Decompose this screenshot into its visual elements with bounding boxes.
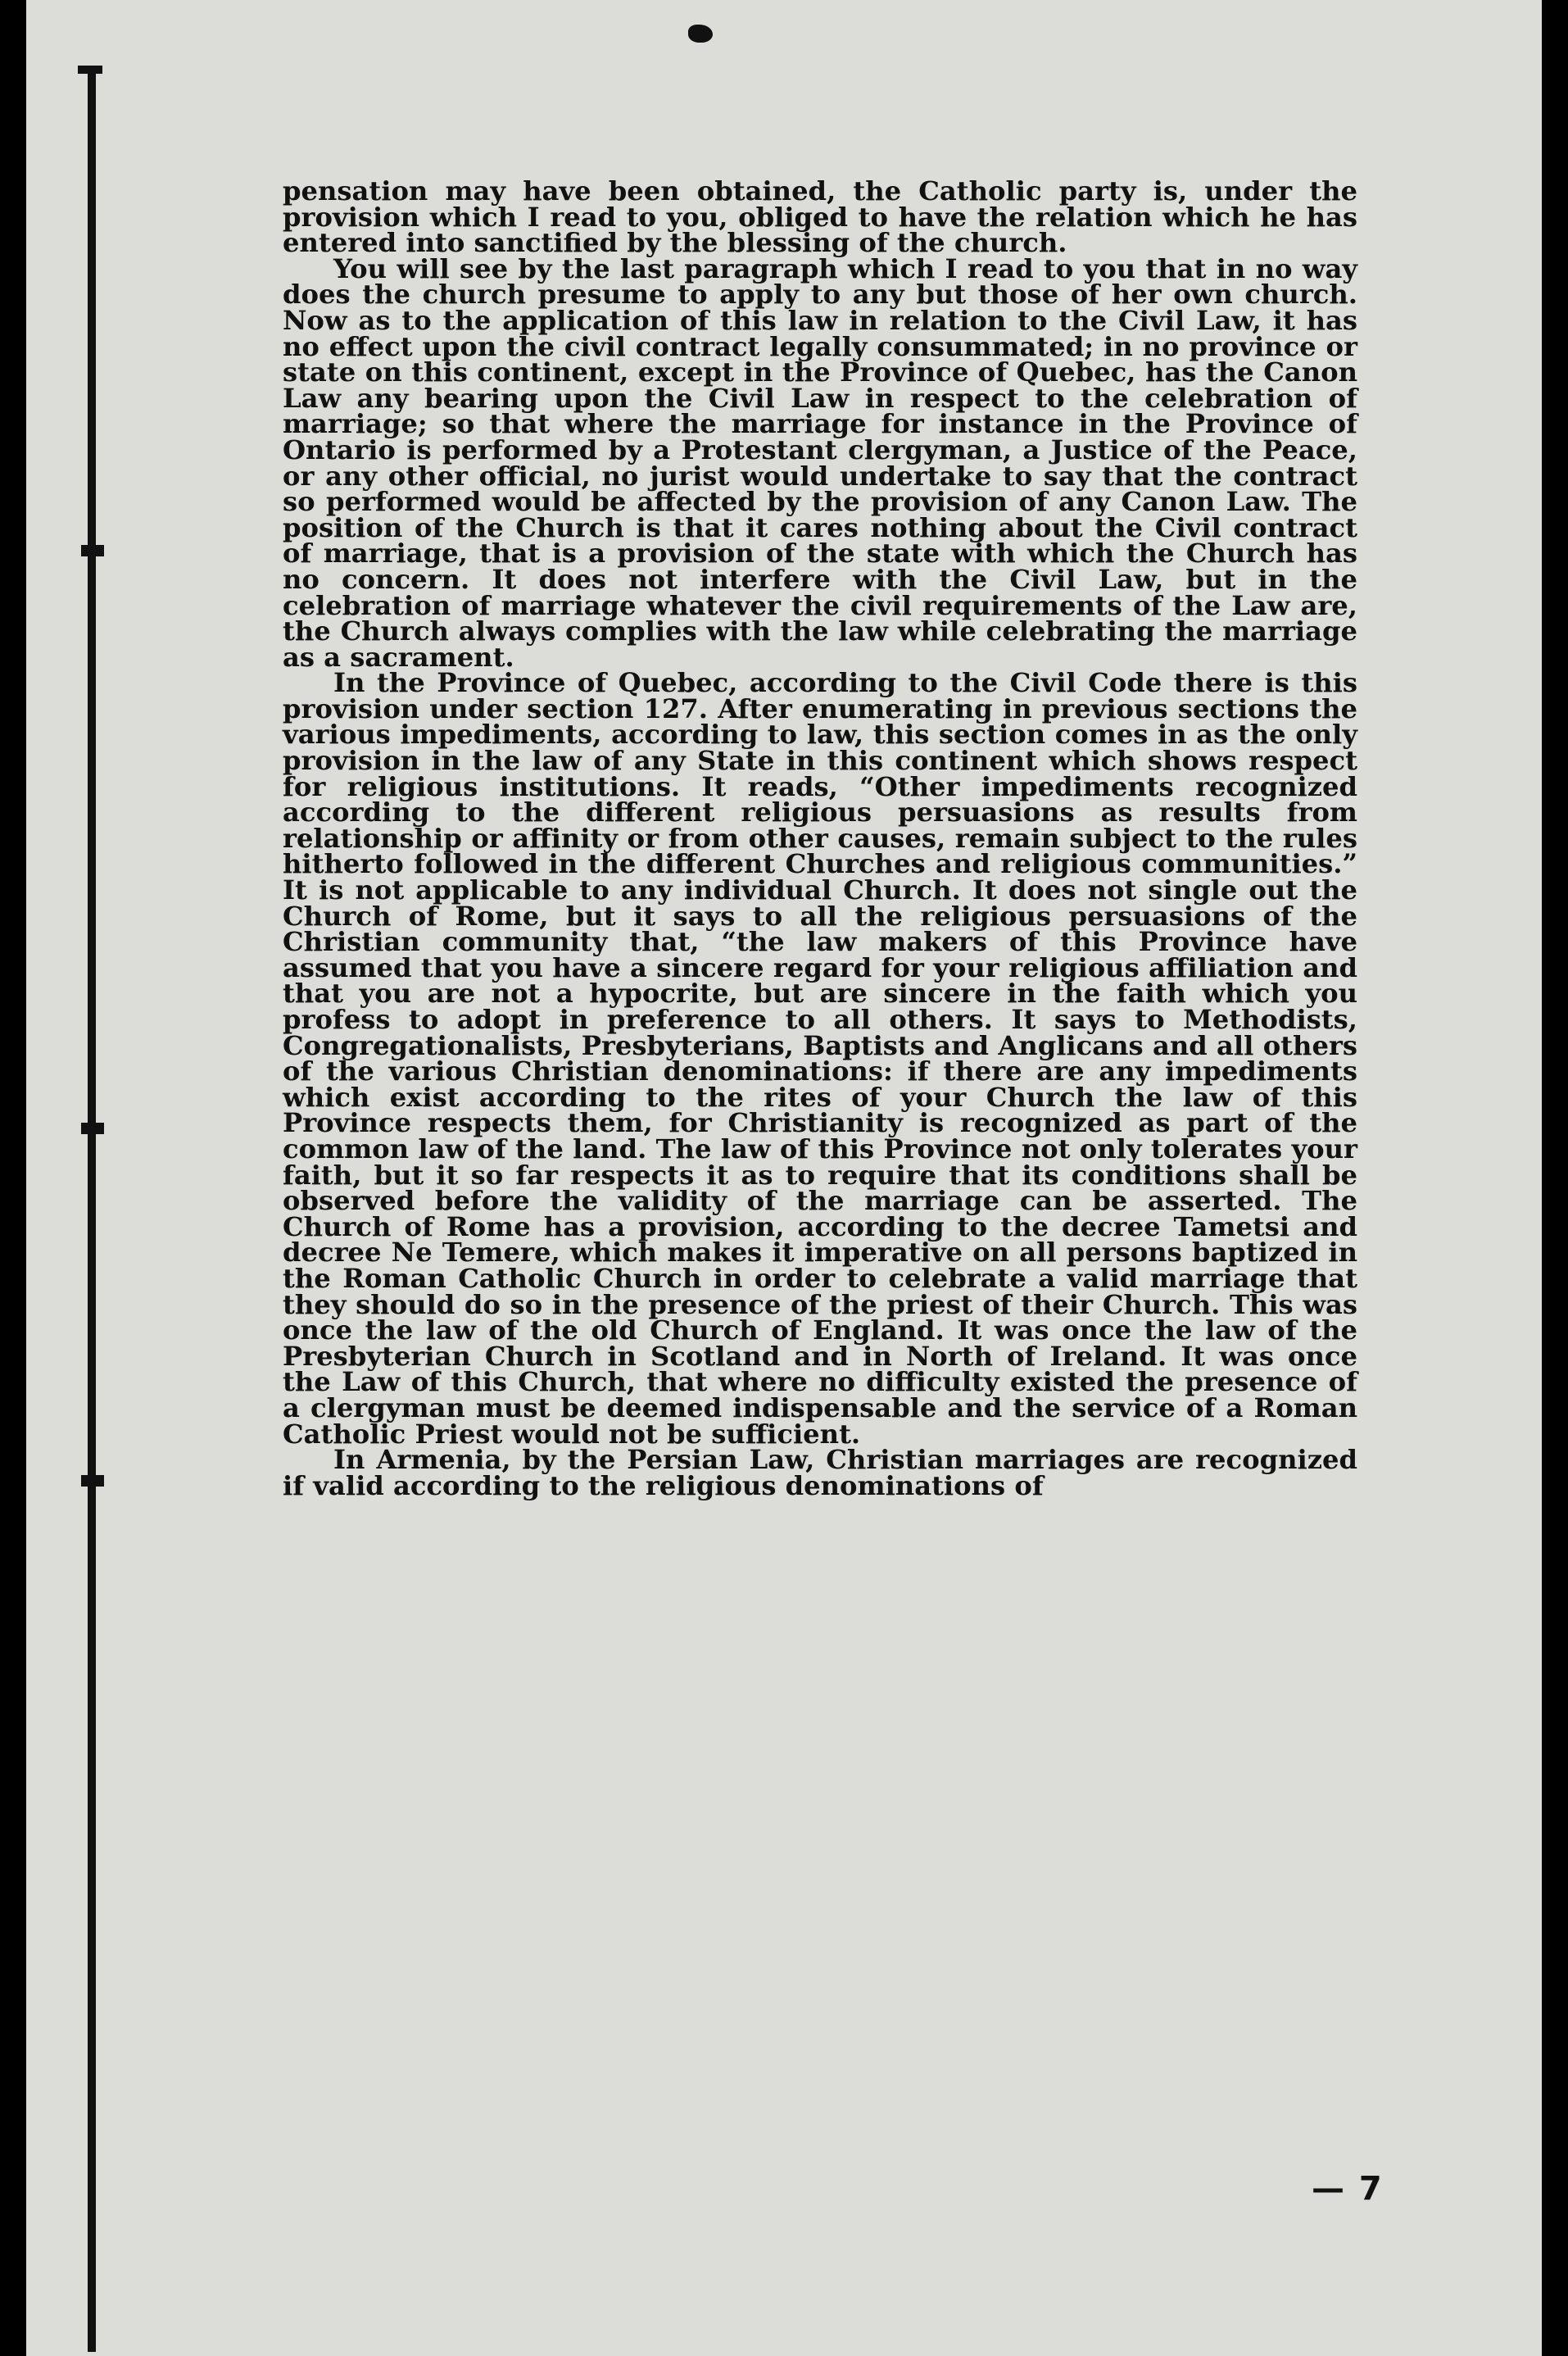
rule-bracket-top <box>78 66 102 74</box>
rule-tick <box>81 545 104 556</box>
paragraph: pensation may have been obtained, the Catholic party is, under the provision which I read to you, obliged to have the relation which he has entered into sanctified by the blessing of the church. <box>283 175 1357 259</box>
paragraph: In the Province of Quebec, according to the Civil Code there is this provision under section 127. After enumerating in previous sections the various impediments, according to law, this section comes in as the only provision in the law of any State in this continent which shows respect for religious institutions. It reads, “Other impediments recognized according to the different religious persuasions as results from relationship or affinity or from other causes, remain subject to the rules hitherto followed in the different Churches and religious communities.” It is not applicable to any individual Church. It does not single out the Church of Rome, but it says to all the religious persuasions of the Christian community that, “the law makers of this Province have assumed that you have a sincere regard for your religious affiliation and that you are not a hypocrite, but are sincere in the faith which you profess to adopt in preference to all others. It says to Methodists, Congregationalists, Presbyterians, Baptists and Anglicans and all others of the various Christian denominations: if there are any impediments which exist according to the rites of your Church the law of this Province respects them, for Christianity is recognized as part of the common law of the land. The law of this Province not only tolerates your faith, but it so far respects it as to require that its conditions shall be observed before the validity of the marriage can be asserted. The Church of Rome has a provision, according to the decree Tametsi and decree Ne Temere, which makes it imperative on all persons baptized in the Roman Catholic Church in order to celebrate a valid marriage that they should do so in the presence of the priest of their Church. This was once the law of the old Church of England. It was once the law of the Presbyterian Church in Scotland and in North of Ireland. It was once the Law of this Church, that where no difficulty existed the presence of a clergyman must be deemed indispensable and the service of a Roman Catholic Priest would not be sufficient. <box>283 667 1357 1450</box>
scan-edge-right <box>1542 0 1568 2356</box>
paragraph: You will see by the last paragraph which I read to you that in no way does the church presume to apply to any but those of her own church. Now as to the application of this law in relation to the Civil Law, it has no effect upon the civil contract legally consummated; in no province or state on this continent, except in the Province of Quebec, has the Canon Law any bearing upon the Civil Law in respect to the celebration of marriage; so that where the marriage for instance in the Province of Ontario is performed by a Protestant clergyman, a Justice of the Peace, or any other official, no jurist would undertake to say that the contract so performed would be affected by the provision of any Canon Law. The position of the Church is that it cares nothing about the Civil contract of marriage, that is a provision of the state with which the Church has no concern. It does not interfere with the Civil Law, but in the celebration of marriage whatever the civil requirements of the Law are, the Church always complies with the law while celebrating the marriage as a sacrament. <box>283 252 1357 673</box>
body-text <box>283 175 1357 1501</box>
ink-blot <box>688 25 713 43</box>
rule-tick <box>81 1123 104 1134</box>
paragraph: In Armenia, by the Persian Law, Christian marriages are recognized if valid according to the religious denominations of <box>283 1444 1357 1501</box>
rule-tick <box>81 1475 104 1487</box>
page-number: — 7 <box>1312 2170 1384 2208</box>
scanned-page <box>20 0 1546 2356</box>
binding-rule <box>88 66 96 2352</box>
scan-edge-left <box>0 0 26 2356</box>
